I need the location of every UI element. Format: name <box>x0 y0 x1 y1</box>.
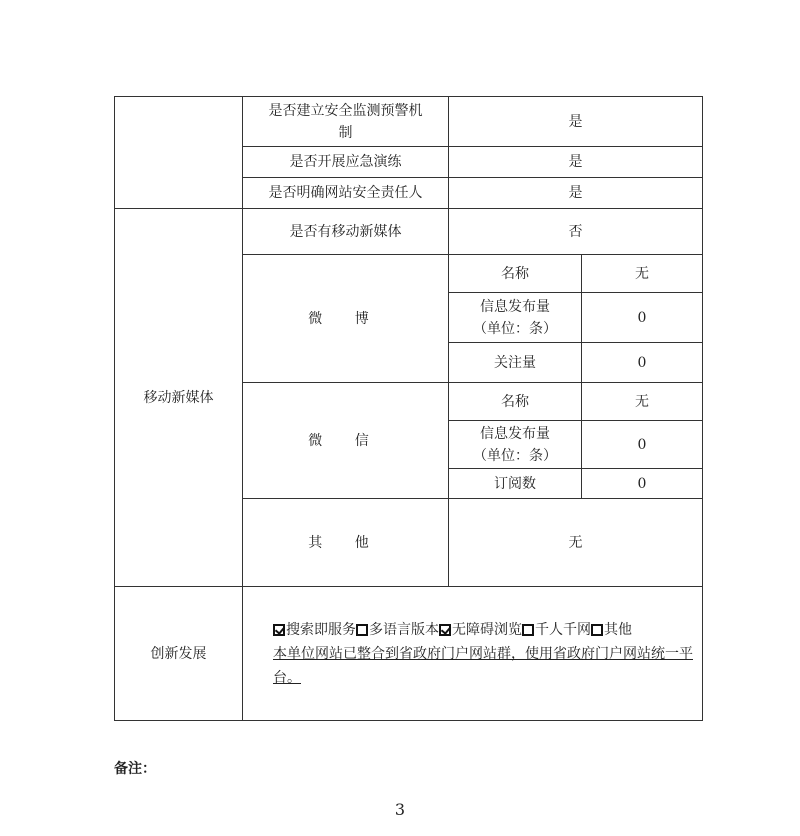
wechat-posts-label: 信息发布量（单位：条） <box>449 421 582 469</box>
security-monitoring-value: 是 <box>449 97 703 147</box>
mobile-section-label: 移动新媒体 <box>115 209 243 587</box>
option-accessibility: 无障碍浏览 <box>439 622 522 638</box>
wechat-subscribers-label: 订阅数 <box>449 469 582 499</box>
weibo-posts-label: 信息发布量（单位：条） <box>449 293 582 343</box>
weibo-name-label: 名称 <box>449 255 582 293</box>
security-owner-value: 是 <box>449 178 703 209</box>
option-multilingual: 多语言版本 <box>356 622 439 638</box>
checked-box-icon <box>273 624 285 636</box>
unchecked-box-icon <box>356 624 368 636</box>
checked-box-icon <box>439 624 451 636</box>
unchecked-box-icon <box>522 624 534 636</box>
wechat-posts-value: 0 <box>582 421 703 469</box>
option-personalized: 千人千网 <box>522 622 591 638</box>
weibo-label: 微 博 <box>243 255 449 383</box>
other-media-value: 无 <box>449 499 703 587</box>
has-mobile-label: 是否有移动新媒体 <box>243 209 449 255</box>
security-monitoring-label: 是否建立安全监测预警机制 <box>243 97 449 147</box>
wechat-name-label: 名称 <box>449 383 582 421</box>
security-owner-label: 是否明确网站安全责任人 <box>243 178 449 209</box>
wechat-name-value: 无 <box>582 383 703 421</box>
note-label: 备注： <box>114 761 156 777</box>
innovation-other-text: 本单位网站已整合到省政府门户网站群，使用省政府门户网站统一平台。 <box>273 645 693 686</box>
weibo-followers-label: 关注量 <box>449 343 582 383</box>
has-mobile-value: 否 <box>449 209 703 255</box>
option-search-service: 搜索即服务 <box>273 622 356 638</box>
wechat-subscribers-value: 0 <box>582 469 703 499</box>
unchecked-box-icon <box>591 624 603 636</box>
emergency-drill-label: 是否开展应急演练 <box>243 147 449 178</box>
wechat-label: 微 信 <box>243 383 449 499</box>
innovation-options <box>273 618 694 642</box>
weibo-name-value: 无 <box>582 255 703 293</box>
weibo-followers-value: 0 <box>582 343 703 383</box>
emergency-drill-value: 是 <box>449 147 703 178</box>
innovation-content <box>243 587 703 721</box>
website-info-table <box>114 96 703 721</box>
page-number: 3 <box>394 800 406 819</box>
security-section-cell <box>115 97 243 209</box>
innovation-section-label: 创新发展 <box>115 587 243 721</box>
other-media-label: 其 他 <box>243 499 449 587</box>
weibo-posts-value: 0 <box>582 293 703 343</box>
option-other: 其他 <box>591 622 632 638</box>
